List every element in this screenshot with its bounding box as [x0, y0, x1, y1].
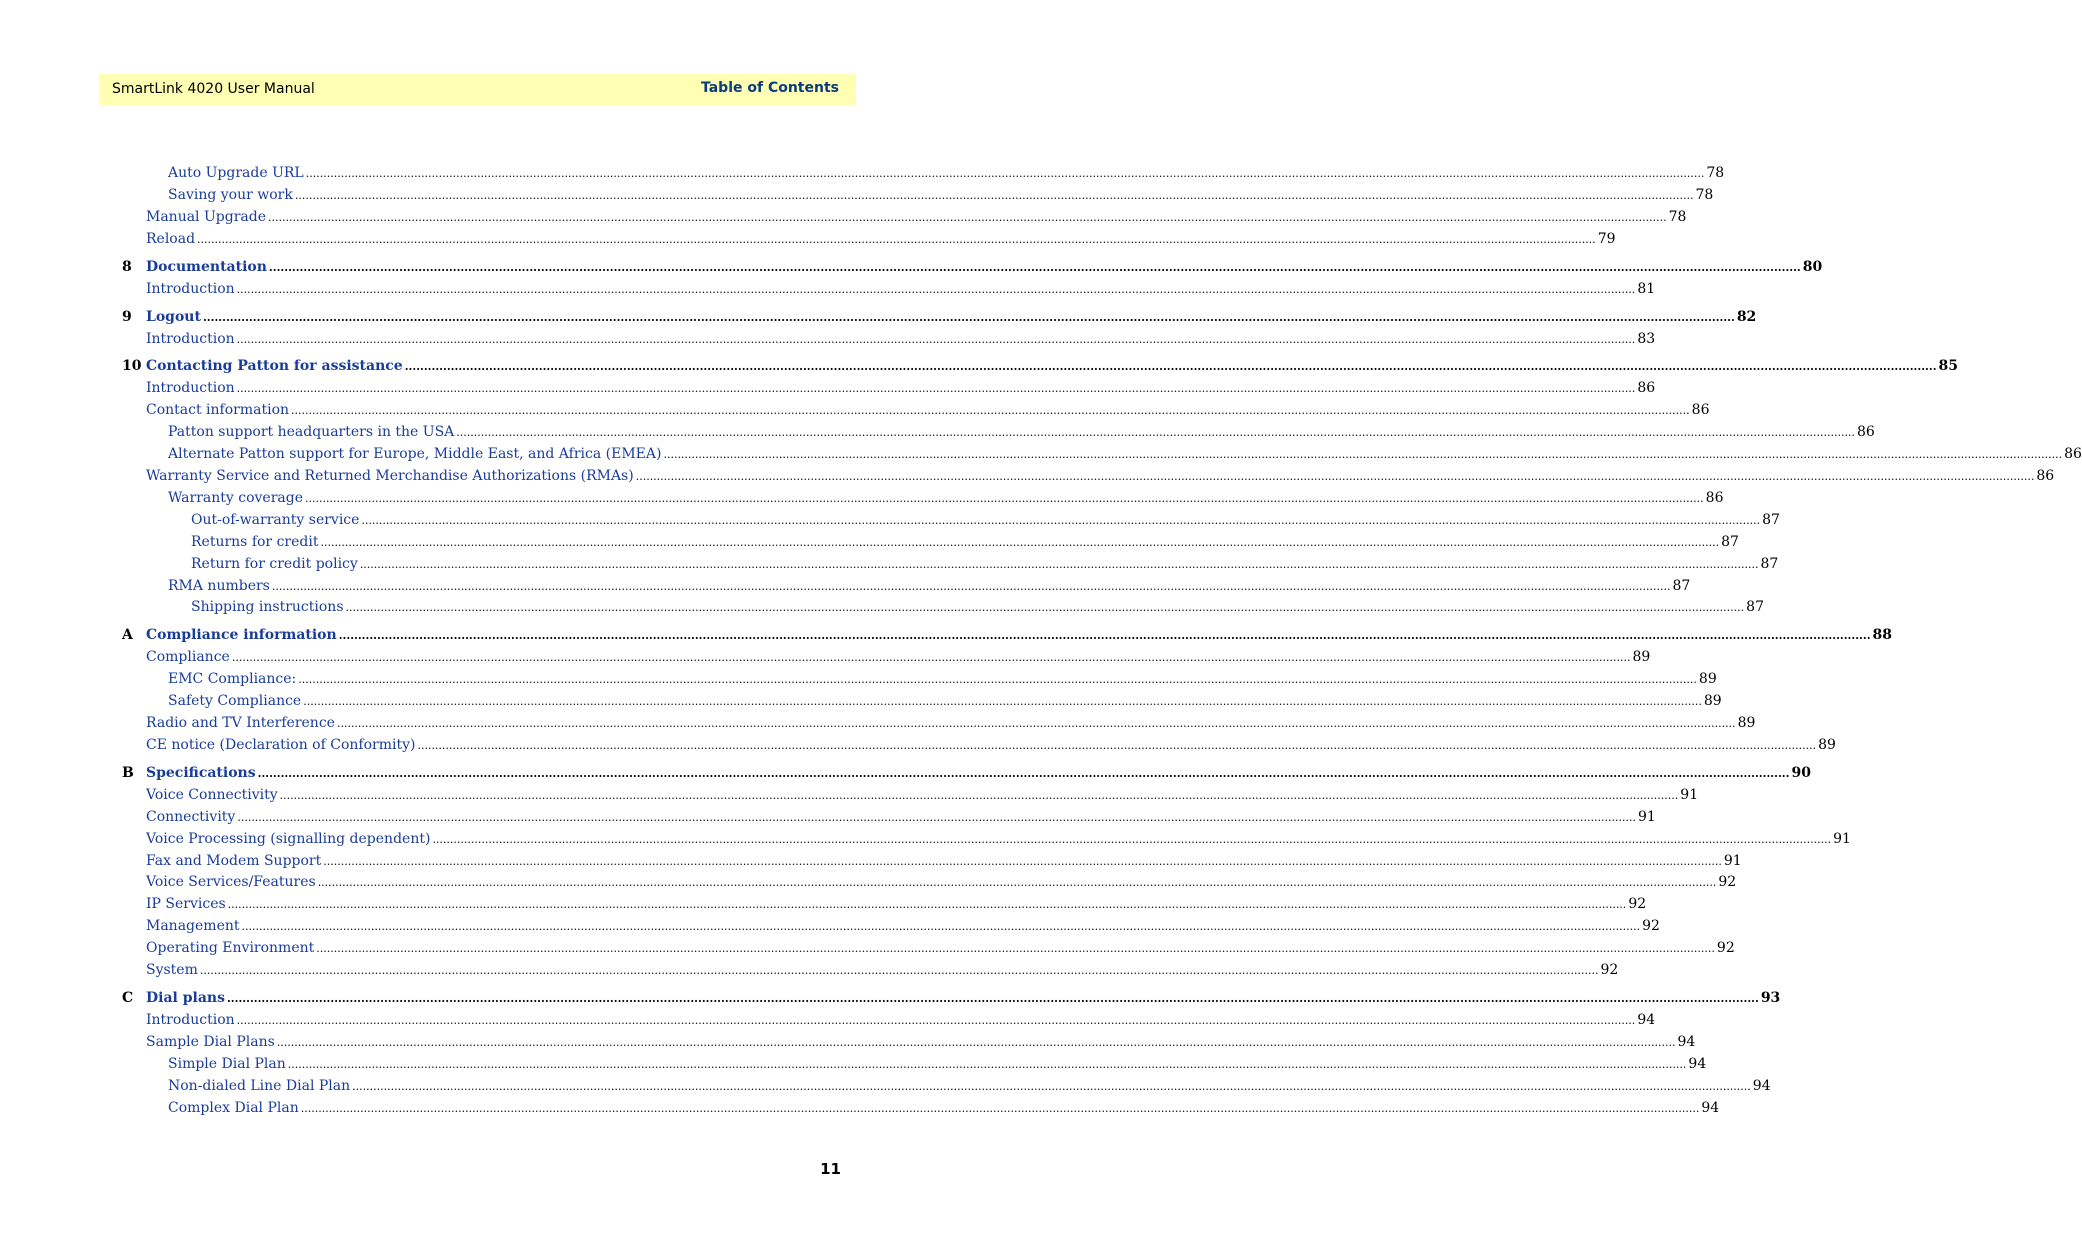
toc-leader-dots: ................................................................................................................................................................................................................................................................................................................................................................................................................: [432, 832, 1832, 846]
toc-entry[interactable]: [146, 713, 1756, 733]
toc-entry[interactable]: [146, 229, 1616, 249]
toc-entry[interactable]: [146, 872, 1737, 892]
toc-leader-dots: ................................................................................................................................................................................................................................................................................................................................................................................................................: [199, 964, 1599, 977]
toc-chapter-number: 10: [122, 358, 142, 375]
toc-entry[interactable]: [146, 785, 1699, 805]
toc-leader-dots: ................................................................................................................................................................................................................................................................................................................................................................................................................: [236, 382, 1636, 396]
toc-leader-dots: ................................................................................................................................................................................................................................................................................................................................................................................................................: [300, 1101, 1700, 1115]
toc-entry-title[interactable]: Voice Connectivity: [146, 786, 278, 803]
toc-entry[interactable]: [168, 691, 1722, 711]
toc-chapter-number: C: [122, 989, 134, 1006]
toc-entry-title[interactable]: Radio and TV Interference: [146, 715, 335, 731]
toc-leader-dots: ................................................................................................................................................................................................................................................................................................................................................................................................................: [305, 491, 1704, 505]
toc-entry[interactable]: [191, 532, 1739, 552]
toc-entry-page[interactable]: 89: [1818, 736, 1836, 753]
toc-entry-title[interactable]: CE notice (Declaration of Conformity): [146, 736, 416, 753]
toc-entry-title[interactable]: System: [146, 962, 198, 978]
toc-entry-page[interactable]: 94: [1637, 1011, 1656, 1028]
toc-chapter-number: 9: [122, 308, 132, 325]
toc-chapter-entry[interactable]: [122, 257, 1823, 277]
toc-entry-title[interactable]: Logout: [146, 308, 201, 325]
toc-entry[interactable]: [168, 488, 1724, 508]
toc-entry-page[interactable]: 89: [1632, 649, 1651, 666]
toc-entry-title[interactable]: Return for credit policy: [191, 555, 358, 572]
toc-leader-dots: ................................................................................................................................................................................................................................................................................................................................................................................................................: [456, 426, 1855, 440]
toc-chapter-entry[interactable]: [122, 763, 1811, 783]
toc-leader-dots: ................................................................................................................................................................................................................................................................................................................................................................................................................: [303, 695, 1702, 709]
toc-entry-page[interactable]: 78: [1706, 165, 1725, 181]
toc-entry[interactable]: [168, 576, 1691, 596]
toc-entry-title[interactable]: Contacting Patton for assistance: [146, 358, 403, 375]
toc-leader-dots: ................................................................................................................................................................................................................................................................................................................................................................................................................: [298, 673, 1697, 687]
toc-leader-dots: ................................................................................................................................................................................................................................................................................................................................................................................................................: [317, 876, 1717, 890]
toc-entry-title[interactable]: Out-of-warranty service: [191, 511, 360, 528]
toc-entry[interactable]: [168, 669, 1717, 689]
toc-leader-dots: ................................................................................................................................................................................................................................................................................................................................................................................................................: [320, 535, 1720, 549]
toc-leader-dots: ................................................................................................................................................................................................................................................................................................................................................................................................................: [294, 188, 1694, 202]
toc-entry-page[interactable]: 86: [2036, 468, 2055, 484]
toc-entry-page[interactable]: 82: [1736, 308, 1757, 325]
toc-leader-dots: ................................................................................................................................................................................................................................................................................................................................................................................................................: [336, 717, 1736, 730]
toc-leader-dots: ................................................................................................................................................................................................................................................................................................................................................................................................................: [202, 310, 1735, 324]
toc-entry[interactable]: [146, 960, 1619, 980]
toc-entry[interactable]: [191, 510, 1780, 530]
toc-leader-dots: ................................................................................................................................................................................................................................................................................................................................................................................................................: [271, 579, 1671, 593]
toc-entry[interactable]: [146, 938, 1735, 958]
section-title: Table of Contents: [700, 80, 839, 96]
toc-entry-page[interactable]: 92: [1628, 896, 1647, 913]
toc-entry-page[interactable]: 94: [1677, 1033, 1696, 1050]
toc-entry-title[interactable]: Introduction: [146, 330, 235, 347]
toc-entry-page[interactable]: 90: [1791, 764, 1811, 781]
toc-entry[interactable]: [168, 444, 2082, 464]
toc-leader-dots: ................................................................................................................................................................................................................................................................................................................................................................................................................: [404, 360, 1937, 374]
toc-entry-page[interactable]: 83: [1637, 330, 1656, 347]
toc-entry-page[interactable]: 78: [1695, 186, 1714, 203]
toc-entry-page[interactable]: 94: [1688, 1055, 1707, 1072]
toc-entry-page[interactable]: 81: [1637, 280, 1656, 297]
toc-entry-page[interactable]: 92: [1642, 918, 1660, 935]
toc-leader-dots: ................................................................................................................................................................................................................................................................................................................................................................................................................: [663, 448, 2063, 462]
toc-entry-page[interactable]: 89: [1737, 715, 1756, 731]
toc-entry-page[interactable]: 86: [1691, 402, 1710, 419]
toc-leader-dots: ................................................................................................................................................................................................................................................................................................................................................................................................................: [305, 167, 1705, 180]
toc-entry[interactable]: [146, 1032, 1696, 1052]
toc-entry[interactable]: [146, 807, 1656, 827]
toc-entry-title[interactable]: Voice Services/Features: [146, 874, 316, 891]
toc-entry-title[interactable]: Saving your work: [168, 186, 293, 203]
toc-entry[interactable]: [168, 163, 1725, 183]
toc-entry-title[interactable]: Fax and Modem Support: [146, 852, 322, 869]
toc-leader-dots: ................................................................................................................................................................................................................................................................................................................................................................................................................: [236, 1013, 1636, 1027]
toc-entry-page[interactable]: 91: [1723, 852, 1742, 869]
toc-entry[interactable]: [146, 466, 2055, 486]
toc-entry[interactable]: [168, 185, 1714, 205]
toc-entry-page[interactable]: 78: [1668, 208, 1687, 225]
toc-entry-page[interactable]: 87: [1760, 555, 1779, 572]
toc-chapter-entry[interactable]: [122, 988, 1781, 1008]
toc-entry-page[interactable]: 89: [1698, 671, 1717, 688]
toc-chapter-number: 8: [122, 258, 132, 275]
toc-chapter-entry[interactable]: [122, 307, 1757, 327]
toc-entry-title[interactable]: Reload: [146, 230, 196, 247]
toc-entry[interactable]: [168, 1076, 1771, 1096]
toc-entry-title[interactable]: Warranty coverage: [168, 489, 304, 506]
toc-entry-title[interactable]: Introduction: [146, 1011, 235, 1028]
toc-entry-title[interactable]: Compliance: [146, 649, 230, 666]
toc-entry-title[interactable]: RMA numbers: [168, 577, 270, 594]
toc-entry-title[interactable]: Management: [146, 918, 240, 935]
toc-entry[interactable]: [146, 400, 1710, 420]
toc-leader-dots: ................................................................................................................................................................................................................................................................................................................................................................................................................: [268, 260, 1801, 274]
toc-leader-dots: ................................................................................................................................................................................................................................................................................................................................................................................................................: [323, 854, 1722, 868]
toc-chapter-entry[interactable]: [122, 625, 1893, 645]
toc-entry-title[interactable]: Patton support headquarters in the USA: [168, 424, 455, 441]
toc-leader-dots: ................................................................................................................................................................................................................................................................................................................................................................................................................: [352, 1079, 1751, 1093]
toc-entry-page[interactable]: 93: [1760, 989, 1781, 1006]
toc-leader-dots: ................................................................................................................................................................................................................................................................................................................................................................................................................: [237, 810, 1636, 824]
toc-entry-title[interactable]: Shipping instructions: [191, 599, 344, 616]
toc-entry-title[interactable]: Operating Environment: [146, 940, 315, 957]
toc-leader-dots: ................................................................................................................................................................................................................................................................................................................................................................................................................: [291, 404, 1690, 418]
toc-entry-page[interactable]: 91: [1637, 808, 1656, 825]
toc-leader-dots: ................................................................................................................................................................................................................................................................................................................................................................................................................: [236, 332, 1636, 346]
toc-chapter-entry[interactable]: [122, 356, 1959, 376]
toc-leader-dots: ................................................................................................................................................................................................................................................................................................................................................................................................................: [338, 629, 1871, 643]
toc-entry[interactable]: [146, 207, 1687, 227]
toc-entry-page[interactable]: 92: [1600, 962, 1619, 978]
toc-leader-dots: ................................................................................................................................................................................................................................................................................................................................................................................................................: [361, 513, 1761, 527]
toc-entry-page[interactable]: 80: [1802, 258, 1823, 275]
toc-entry[interactable]: [191, 597, 1764, 617]
toc-leader-dots: ................................................................................................................................................................................................................................................................................................................................................................................................................: [345, 601, 1745, 615]
toc-entry[interactable]: [146, 279, 1656, 299]
toc-entry-title[interactable]: Returns for credit: [191, 533, 319, 550]
toc-leader-dots: ................................................................................................................................................................................................................................................................................................................................................................................................................: [197, 232, 1596, 246]
toc-leader-dots: ................................................................................................................................................................................................................................................................................................................................................................................................................: [417, 738, 1817, 752]
toc-chapter-number: A: [122, 627, 133, 644]
toc-entry[interactable]: [168, 1054, 1707, 1074]
toc-leader-dots: ................................................................................................................................................................................................................................................................................................................................................................................................................: [276, 1035, 1676, 1049]
toc-entry-page[interactable]: 86: [1856, 424, 1875, 441]
toc-entry-page[interactable]: 94: [1701, 1099, 1720, 1116]
toc-entry-page[interactable]: 86: [2064, 446, 2082, 463]
toc-entry-page[interactable]: 91: [1833, 830, 1851, 847]
toc-entry[interactable]: [168, 422, 1875, 442]
document-title: SmartLink 4020 User Manual: [112, 81, 315, 97]
toc-entry[interactable]: [191, 554, 1779, 574]
toc-entry-title[interactable]: Alternate Patton support for Europe, Middle East, and Africa (EMEA): [168, 446, 662, 463]
toc-entry-title[interactable]: Manual Upgrade: [146, 208, 266, 225]
toc-leader-dots: ................................................................................................................................................................................................................................................................................................................................................................................................................: [268, 210, 1667, 224]
toc-entry[interactable]: [146, 829, 1851, 849]
toc-entry-title[interactable]: Auto Upgrade URL: [168, 165, 304, 181]
toc-entry-title[interactable]: Introduction: [146, 380, 235, 397]
toc-entry-page[interactable]: 88: [1872, 627, 1893, 644]
toc-entry-page[interactable]: 86: [1637, 380, 1656, 397]
toc-entry-title[interactable]: Introduction: [146, 280, 235, 297]
toc-entry-page[interactable]: 89: [1703, 693, 1722, 710]
toc-entry-title[interactable]: Safety Compliance: [168, 693, 302, 710]
toc-leader-dots: ................................................................................................................................................................................................................................................................................................................................................................................................................: [635, 470, 2035, 483]
toc-entry-title[interactable]: Compliance information: [146, 627, 337, 644]
toc-entry-page[interactable]: 86: [1705, 489, 1724, 506]
toc-entry-page[interactable]: 92: [1718, 874, 1737, 891]
toc-leader-dots: ................................................................................................................................................................................................................................................................................................................................................................................................................: [231, 651, 1631, 665]
toc-entry-title[interactable]: Connectivity: [146, 808, 236, 825]
toc-entry-title[interactable]: Contact information: [146, 402, 290, 419]
toc-entry-page[interactable]: 92: [1716, 940, 1735, 957]
toc-leader-dots: ................................................................................................................................................................................................................................................................................................................................................................................................................: [359, 557, 1759, 571]
toc-entry[interactable]: [146, 851, 1742, 871]
toc-entry-title[interactable]: IP Services: [146, 896, 226, 913]
toc-leader-dots: ................................................................................................................................................................................................................................................................................................................................................................................................................: [236, 282, 1636, 296]
toc-entry[interactable]: [146, 1010, 1656, 1030]
toc-entry[interactable]: [168, 1098, 1720, 1118]
toc-leader-dots: ................................................................................................................................................................................................................................................................................................................................................................................................................: [241, 920, 1641, 934]
toc-entry[interactable]: [146, 916, 1660, 936]
toc-entry[interactable]: [146, 894, 1647, 914]
toc-leader-dots: ................................................................................................................................................................................................................................................................................................................................................................................................................: [287, 1057, 1687, 1071]
toc-entry-title[interactable]: Voice Processing (signalling dependent): [146, 830, 431, 847]
toc-leader-dots: ................................................................................................................................................................................................................................................................................................................................................................................................................: [227, 898, 1627, 912]
toc-entry-title[interactable]: Non-dialed Line Dial Plan: [168, 1077, 351, 1094]
toc-entry-page[interactable]: 87: [1672, 577, 1691, 594]
toc-entry[interactable]: [146, 378, 1656, 398]
page-number: 11: [820, 1160, 841, 1178]
toc-leader-dots: ................................................................................................................................................................................................................................................................................................................................................................................................................: [257, 766, 1790, 780]
toc-entry-title[interactable]: Dial plans: [146, 989, 225, 1006]
toc-entry-page[interactable]: 79: [1597, 230, 1616, 247]
toc-entry-title[interactable]: Documentation: [146, 258, 267, 275]
toc-chapter-number: B: [122, 764, 134, 781]
toc-entry-title[interactable]: Specifications: [146, 764, 256, 781]
toc-entry-title[interactable]: Complex Dial Plan: [168, 1099, 299, 1116]
toc-entry-title[interactable]: Sample Dial Plans: [146, 1033, 275, 1050]
toc-leader-dots: ................................................................................................................................................................................................................................................................................................................................................................................................................: [316, 942, 1715, 956]
toc-entry-page[interactable]: 91: [1680, 786, 1699, 803]
toc-entry-page[interactable]: 87: [1762, 511, 1780, 528]
toc-entry-page[interactable]: 87: [1746, 599, 1764, 616]
toc-entry-title[interactable]: Simple Dial Plan: [168, 1055, 286, 1072]
toc-leader-dots: ................................................................................................................................................................................................................................................................................................................................................................................................................: [226, 991, 1759, 1005]
toc-leader-dots: ................................................................................................................................................................................................................................................................................................................................................................................................................: [279, 788, 1679, 802]
toc-entry[interactable]: [146, 647, 1651, 667]
toc-entry[interactable]: [146, 735, 1836, 755]
toc-entry[interactable]: [146, 329, 1656, 349]
toc-entry-page[interactable]: 94: [1752, 1077, 1771, 1094]
toc-entry-title[interactable]: EMC Compliance:: [168, 671, 297, 688]
toc-entry-page[interactable]: 85: [1938, 358, 1959, 375]
toc-entry-title[interactable]: Warranty Service and Returned Merchandise Authorizations (RMAs): [146, 468, 634, 484]
toc-entry-page[interactable]: 87: [1721, 533, 1739, 550]
